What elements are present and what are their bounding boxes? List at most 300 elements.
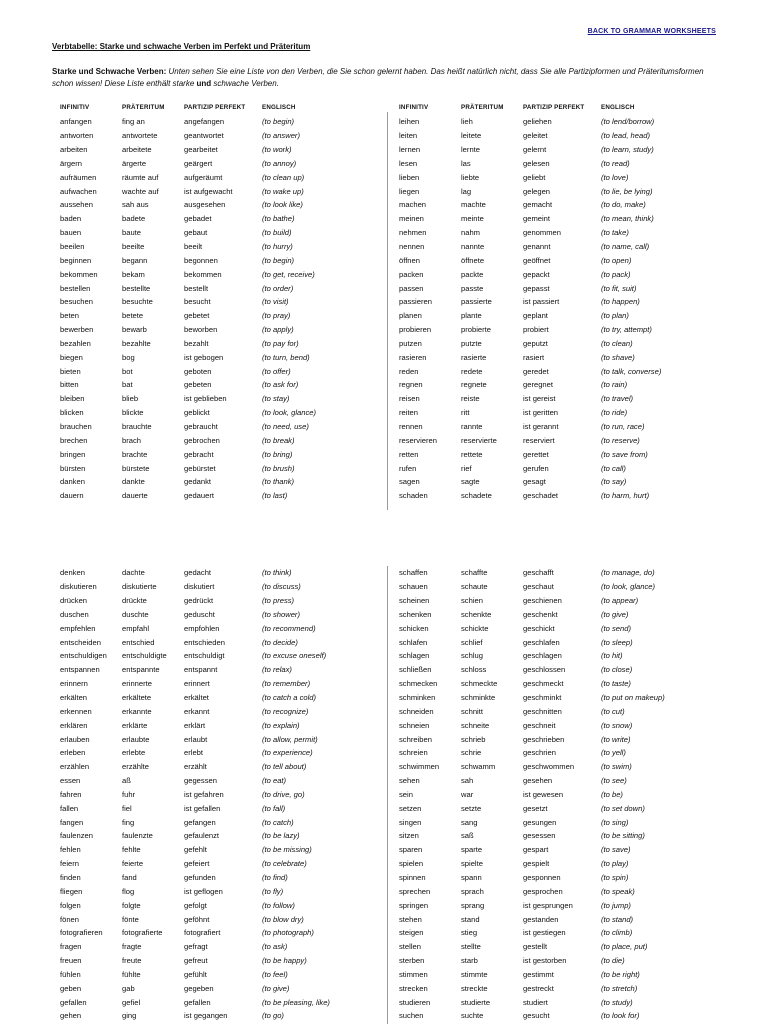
englisch-cell: (to spin) [601,872,629,882]
infinitiv-cell: aussehen [60,200,93,210]
table-row [399,871,697,885]
infinitiv-cell: stimmen [399,969,428,979]
infinitiv-cell: drücken [60,596,88,606]
table-row [399,475,697,489]
infinitiv-cell: sterben [399,956,425,966]
infinitiv-cell: retten [399,449,419,459]
table-row [60,884,358,898]
infinitiv-cell: reden [399,366,419,376]
infinitiv-cell: rennen [399,421,423,431]
partizip-cell: gebürstet [184,463,216,473]
table-row [399,635,697,649]
table-row [60,240,358,254]
table-row [60,954,358,968]
partizip-cell: geschickt [523,623,555,633]
partizip-cell: fotografiert [184,928,221,938]
partizip-cell: geschlossen [523,665,566,675]
praeteritum-cell: sah aus [122,200,149,210]
partizip-cell: gelesen [523,158,550,168]
infinitiv-cell: duschen [60,609,89,619]
intro-lead: Starke und Schwache Verben: [52,67,167,76]
table-row [60,566,358,580]
englisch-cell: (to look, glance) [601,582,656,592]
praeteritum-cell: rief [461,463,472,473]
englisch-cell: (to stretch) [601,983,638,993]
partizip-cell: ist passiert [523,297,560,307]
partizip-cell: erkältet [184,693,209,703]
table-row [60,677,358,691]
englisch-cell: (to reserve) [601,435,640,445]
intro-paragraph [52,66,722,90]
infinitiv-cell: schminken [399,693,436,703]
table-row [399,157,697,171]
back-to-grammar-worksheets-link[interactable]: BACK TO GRAMMAR WORKSHEETS [587,28,716,35]
table-row [60,663,358,677]
table-row [399,253,697,267]
partizip-cell: angefangen [184,117,225,127]
infinitiv-cell: essen [60,776,81,786]
englisch-cell: (to recommend) [262,623,316,633]
table-row [399,323,697,337]
table-row [60,267,358,281]
table-row [60,115,358,129]
partizip-cell: ist gegangen [184,1011,228,1021]
partizip-cell: gebetet [184,311,210,321]
englisch-cell: (to talk, converse) [601,366,662,376]
partizip-cell: gebraucht [184,421,218,431]
table-row [399,788,697,802]
englisch-cell: (to sleep) [601,637,633,647]
englisch-cell: (to give) [601,609,629,619]
praeteritum-cell: spann [461,872,482,882]
praeteritum-cell: drückte [122,596,147,606]
englisch-cell: (to ask) [262,942,288,952]
praeteritum-cell: schadete [461,491,492,501]
englisch-cell: (to bring) [262,449,293,459]
praeteritum-cell: redete [461,366,483,376]
praeteritum-cell: freute [122,956,142,966]
partizip-cell: studiert [523,997,548,1007]
englisch-cell: (to fly) [262,886,284,896]
infinitiv-cell: studieren [399,997,431,1007]
partizip-cell: geöffnet [523,255,551,265]
englisch-cell: (to write) [601,734,631,744]
partizip-cell: gepackt [523,269,550,279]
infinitiv-cell: danken [60,477,85,487]
englisch-cell: (to answer) [262,131,300,141]
englisch-cell: (to think) [262,568,292,578]
praeteritum-cell: schloss [461,665,487,675]
praeteritum-cell: machte [461,200,486,210]
praeteritum-cell: sang [461,817,478,827]
englisch-cell: (to stay) [262,394,290,404]
table-row [60,995,358,1009]
column-header: ENGLISCH [601,104,635,111]
praeteritum-cell: sah [461,776,474,786]
praeteritum-cell: sprang [461,900,485,910]
englisch-cell: (to try, attempt) [601,325,652,335]
partizip-cell: geduscht [184,609,215,619]
englisch-cell: (to read) [601,158,630,168]
partizip-cell: gerettet [523,449,549,459]
table-row [399,829,697,843]
partizip-cell: gestreckt [523,983,554,993]
praeteritum-cell: wachte auf [122,186,159,196]
praeteritum-cell: regnete [461,380,487,390]
table-row [399,170,697,184]
table-row [60,926,358,940]
englisch-cell: (to travel) [601,394,634,404]
englisch-cell: (to fit, suit) [601,283,637,293]
englisch-cell: (to hit) [601,651,623,661]
column-divider-top [387,112,388,510]
partizip-cell: rasiert [523,352,545,362]
table-row [399,746,697,760]
infinitiv-cell: fehlen [60,845,81,855]
partizip-cell: ist gefahren [184,789,224,799]
table-row [60,580,358,594]
englisch-cell: (to find) [262,872,288,882]
partizip-cell: erklärt [184,720,206,730]
praeteritum-cell: blieb [122,394,139,404]
partizip-cell: ist gestiegen [523,928,566,938]
table-row [60,489,358,503]
englisch-cell: (to pray) [262,311,291,321]
englisch-cell: (to be lazy) [262,831,300,841]
praeteritum-cell: schrie [461,748,482,758]
praeteritum-cell: diskutierte [122,582,157,592]
praeteritum-cell: schien [461,596,483,606]
partizip-cell: besucht [184,297,211,307]
englisch-cell: (to catch) [262,817,294,827]
englisch-cell: (to feel) [262,969,288,979]
englisch-cell: (to hurry) [262,242,293,252]
infinitiv-cell: diskutieren [60,582,97,592]
table-row [60,406,358,420]
verb-table-bottom-right [399,566,697,1023]
praeteritum-cell: blickte [122,408,144,418]
infinitiv-cell: öffnen [399,255,420,265]
table-row [399,115,697,129]
englisch-cell: (to catch a cold) [262,693,317,703]
infinitiv-cell: sein [399,789,413,799]
praeteritum-cell: rasierte [461,352,487,362]
table-row [60,635,358,649]
englisch-cell: (to save) [601,845,631,855]
praeteritum-cell: brach [122,435,141,445]
praeteritum-cell: entschied [122,637,155,647]
praeteritum-cell: stimmte [461,969,488,979]
praeteritum-cell: fotografierte [122,928,163,938]
infinitiv-cell: schaden [399,491,428,501]
englisch-cell: (to order) [262,283,294,293]
infinitiv-cell: bestellen [60,283,91,293]
table-row [399,801,697,815]
englisch-cell: (to happen) [601,297,640,307]
infinitiv-cell: fallen [60,803,79,813]
infinitiv-cell: blicken [60,408,84,418]
partizip-cell: gefallen [184,997,211,1007]
table-row [399,566,697,580]
partizip-cell: genannt [523,242,551,252]
praeteritum-cell: beeilte [122,242,145,252]
partizip-cell: geboten [184,366,212,376]
table-row [399,350,697,364]
infinitiv-cell: besuchen [60,297,93,307]
englisch-cell: (to discuss) [262,582,301,592]
partizip-cell: erlaubt [184,734,208,744]
column-header: PRÄTERITUM [122,104,165,111]
praeteritum-cell: lernte [461,145,480,155]
englisch-cell: (to press) [262,596,295,606]
table-row [399,594,697,608]
infinitiv-cell: steigen [399,928,424,938]
praeteritum-cell: schneite [461,720,490,730]
praeteritum-cell: war [461,789,474,799]
englisch-cell: (to learn, study) [601,145,654,155]
infinitiv-cell: fühlen [60,969,81,979]
table-row [60,774,358,788]
englisch-cell: (to turn, bend) [262,352,310,362]
praeteritum-cell: probierte [461,325,491,335]
infinitiv-cell: springen [399,900,429,910]
partizip-cell: beeilt [184,242,203,252]
partizip-cell: ist gestorben [523,956,567,966]
englisch-cell: (to remember) [262,679,311,689]
praeteritum-cell: passierte [461,297,492,307]
partizip-cell: geschenkt [523,609,558,619]
infinitiv-cell: bitten [60,380,79,390]
englisch-cell: (to shave) [601,352,635,362]
infinitiv-cell: dauern [60,491,84,501]
partizip-cell: gesprochen [523,886,563,896]
praeteritum-cell: nahm [461,228,480,238]
table-row [60,857,358,871]
englisch-cell: (to mean, think) [601,214,654,224]
praeteritum-cell: erzählte [122,762,150,772]
infinitiv-cell: schließen [399,665,432,675]
praeteritum-cell: stellte [461,942,481,952]
column-header: PARTIZIP PERFEKT [184,104,246,111]
table-row [60,281,358,295]
partizip-cell: gemacht [523,200,553,210]
praeteritum-cell: betete [122,311,144,321]
infinitiv-cell: schicken [399,623,429,633]
partizip-cell: ist gereist [523,394,556,404]
infinitiv-cell: entschuldigen [60,651,107,661]
praeteritum-cell: las [461,158,471,168]
table-row [399,981,697,995]
infinitiv-cell: packen [399,269,424,279]
table-row [60,323,358,337]
englisch-cell: (to offer) [262,366,291,376]
praeteritum-cell: fuhr [122,789,136,799]
partizip-cell: reserviert [523,435,555,445]
praeteritum-cell: fragte [122,942,142,952]
table-row [399,621,697,635]
table-row [60,295,358,309]
table-row [399,281,697,295]
praeteritum-cell: fönte [122,914,139,924]
englisch-cell: (to snow) [601,720,633,730]
praeteritum-cell: reservierte [461,435,497,445]
praeteritum-cell: lieh [461,117,473,127]
infinitiv-cell: bringen [60,449,86,459]
englisch-cell: (to open) [601,255,632,265]
englisch-cell: (to wake up) [262,186,304,196]
partizip-cell: ist gesprungen [523,900,573,910]
infinitiv-cell: gefallen [60,997,87,1007]
table-row [399,267,697,281]
infinitiv-cell: passieren [399,297,432,307]
infinitiv-cell: folgen [60,900,81,910]
praeteritum-cell: putzte [461,338,482,348]
table-row [60,608,358,622]
infinitiv-cell: fragen [60,942,82,952]
table-row [399,433,697,447]
table-row [399,898,697,912]
infinitiv-cell: biegen [60,352,83,362]
englisch-cell: (to drive, go) [262,789,305,799]
englisch-cell: (to lead, head) [601,131,650,141]
partizip-cell: geliehen [523,117,552,127]
partizip-cell: geputzt [523,338,548,348]
partizip-cell: geschafft [523,568,554,578]
englisch-cell: (to break) [262,435,295,445]
infinitiv-cell: entscheiden [60,637,101,647]
column-header: INFINITIV [60,104,90,111]
partizip-cell: geföhnt [184,914,210,924]
englisch-cell: (to cut) [601,706,625,716]
praeteritum-cell: reiste [461,394,480,404]
column-header: INFINITIV [399,104,429,111]
partizip-cell: gearbeitet [184,145,218,155]
praeteritum-cell: erlaubte [122,734,150,744]
infinitiv-cell: suchen [399,1011,424,1021]
table-row [399,461,697,475]
table-row [60,392,358,406]
praeteritum-cell: duschte [122,609,149,619]
partizip-cell: gespart [523,845,549,855]
infinitiv-cell: antworten [60,131,94,141]
praeteritum-cell: schwamm [461,762,496,772]
table-row [399,677,697,691]
infinitiv-cell: gehen [60,1011,82,1021]
table-row [399,912,697,926]
englisch-cell: (to visit) [262,297,289,307]
partizip-cell: bestellt [184,283,209,293]
partizip-cell: diskutiert [184,582,215,592]
infinitiv-cell: schneien [399,720,430,730]
partizip-cell: gelegen [523,186,551,196]
praeteritum-cell: spielte [461,859,483,869]
table-row [60,420,358,434]
partizip-cell: gedrückt [184,596,214,606]
table-row [60,170,358,184]
englisch-cell: (to lend/borrow) [601,117,655,127]
partizip-cell: geschwommen [523,762,575,772]
praeteritum-cell: fing [122,817,135,827]
englisch-cell: (to stand) [601,914,634,924]
table-row [60,143,358,157]
infinitiv-cell: anfangen [60,117,92,127]
infinitiv-cell: schneiden [399,706,434,716]
infinitiv-cell: sprechen [399,886,431,896]
englisch-cell: (to be pleasing, like) [262,997,330,1007]
infinitiv-cell: beeilen [60,242,85,252]
partizip-cell: geplant [523,311,548,321]
table-row [399,580,697,594]
praeteritum-cell: saß [461,831,474,841]
englisch-cell: (to appear) [601,596,639,606]
praeteritum-cell: setzte [461,803,482,813]
infinitiv-cell: sparen [399,845,423,855]
infinitiv-cell: sitzen [399,831,419,841]
intro-text-1: Unten sehen Sie eine Liste von den Verben, die Sie schon gelernt haben. Das heißt natürlich nicht, dass Sie alle Partizipformen und Präteritumsformen schon wissen! Diese Liste enthält starke [52,67,704,88]
infinitiv-cell: singen [399,817,422,827]
infinitiv-cell: baden [60,214,82,224]
englisch-cell: (to run, race) [601,421,645,431]
englisch-cell: (to lie, be lying) [601,186,653,196]
infinitiv-cell: aufräumen [60,172,97,182]
partizip-cell: gefühlt [184,969,207,979]
englisch-cell: (to harm, hurt) [601,491,650,501]
infinitiv-cell: bürsten [60,463,86,473]
englisch-cell: (to study) [601,997,633,1007]
praeteritum-cell: packte [461,269,484,279]
englisch-cell: (to put on makeup) [601,693,665,703]
praeteritum-cell: brauchte [122,421,152,431]
infinitiv-cell: reservieren [399,435,437,445]
infinitiv-cell: fahren [60,789,82,799]
englisch-cell: (to eat) [262,776,287,786]
englisch-cell: (to love) [601,172,629,182]
englisch-cell: (to die) [601,956,625,966]
praeteritum-cell: flog [122,886,135,896]
praeteritum-cell: aß [122,776,131,786]
englisch-cell: (to blow dry) [262,914,304,924]
partizip-cell: geschmeckt [523,679,564,689]
praeteritum-cell: schlief [461,637,483,647]
infinitiv-cell: spielen [399,859,424,869]
infinitiv-cell: lernen [399,145,421,155]
partizip-cell: gesucht [523,1011,550,1021]
englisch-cell: (to bathe) [262,214,295,224]
praeteritum-cell: erklärte [122,720,148,730]
partizip-cell: erzählt [184,762,207,772]
praeteritum-cell: schnitt [461,706,483,716]
infinitiv-cell: spinnen [399,872,426,882]
partizip-cell: geschlagen [523,651,562,661]
englisch-cell: (to clean up) [262,172,305,182]
infinitiv-cell: freuen [60,956,82,966]
table-row [399,364,697,378]
partizip-cell: geschienen [523,596,562,606]
partizip-cell: gebadet [184,214,212,224]
praeteritum-cell: passte [461,283,484,293]
partizip-cell: ist aufgewacht [184,186,233,196]
table-row [60,378,358,392]
table-row [399,857,697,871]
partizip-cell: aufgeräumt [184,172,223,182]
infinitiv-cell: erkennen [60,706,92,716]
praeteritum-cell: entspannte [122,665,160,675]
partizip-cell: beworben [184,325,218,335]
infinitiv-cell: finden [60,872,81,882]
praeteritum-cell: entschuldigte [122,651,167,661]
praeteritum-cell: rettete [461,449,483,459]
englisch-cell: (to need, use) [262,421,309,431]
